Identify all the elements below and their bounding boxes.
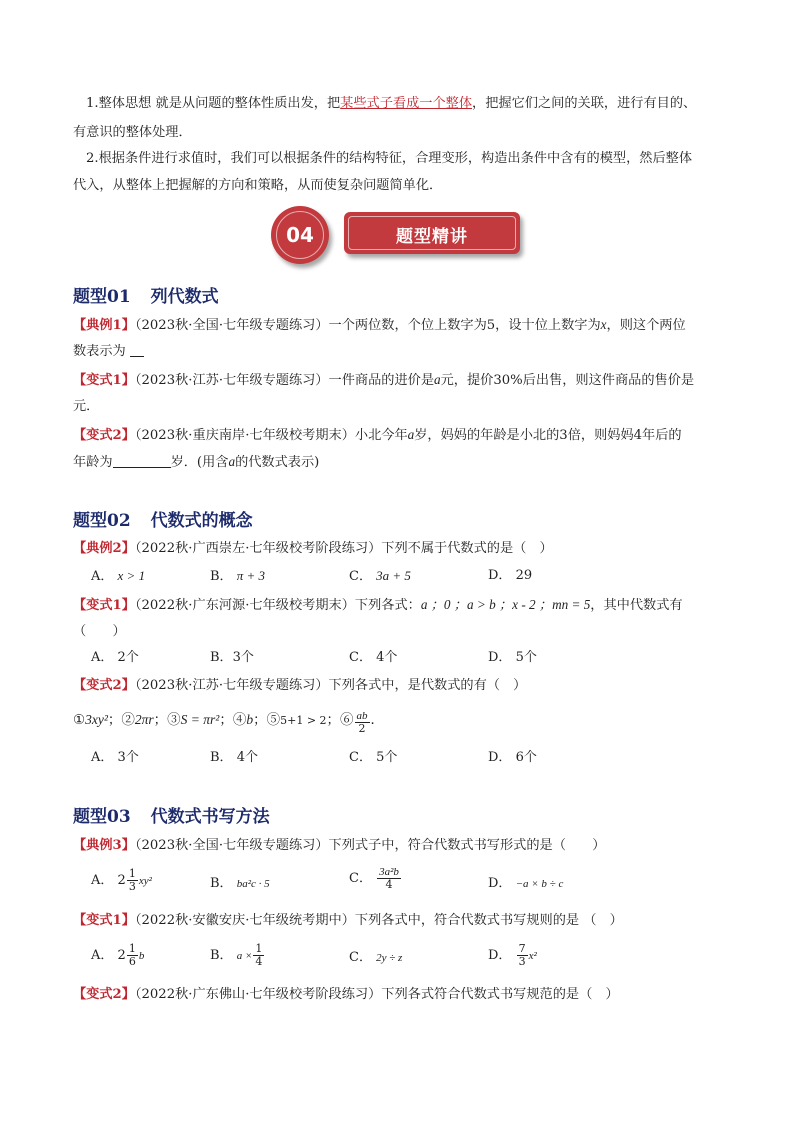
example-1-line-2: 数表示为 — [73, 342, 144, 362]
variant-3-1-text: 【变式1】（2022秋·安徽安庆·七年级统考期中）下列各式中，符合代数式书写规则的是 （ ） — [73, 913, 623, 928]
variant-2-1-option-c: C． 4个 — [349, 650, 398, 665]
variant-1-line-2: 元． — [73, 399, 100, 414]
example-2-option-b: B． π + 3 — [210, 568, 265, 584]
variant-2-1-option-d: D． 5个 — [488, 650, 537, 665]
variant-2-line-2: 年龄为 岁．(用含a的代数式表示) — [73, 454, 320, 470]
variant-2-2-option-b: B． 4个 — [210, 750, 258, 765]
intro-line-2: 有意识的整体处理． — [73, 125, 192, 140]
example-2-text: 【典例2】（2022秋·广西崇左·七年级校考阶段练习）下列不属于代数式的是（ ） — [73, 541, 553, 556]
example-2-option-c: C． 3a + 5 — [349, 568, 411, 584]
variant-2-1-option-b: B．3个 — [210, 650, 254, 665]
variant-2-2-option-c: C． 5个 — [349, 750, 398, 765]
example-3-text: 【典例3】（2023秋·全国·七年级专题练习）下列式子中，符合代数式书写形式的是（ ） — [73, 838, 606, 853]
example-2-option-d: D． 29 — [488, 568, 533, 583]
answer-blank — [113, 453, 171, 468]
section-banner — [344, 212, 520, 254]
intro-line-3: 2.根据条件进行求值时，我们可以根据条件的结构特征，合理变形，构造出条件中含有的模型，然后整体 — [86, 151, 693, 166]
variant-2-line-1: 【变式2】（2023秋·重庆南岸·七年级校考期末）小北今年a岁，妈妈的年龄是小北的3倍，则妈妈4年后的 — [73, 427, 682, 443]
variant-2-2-expression-list: ①3xy²；②2πr；③S = πr²；④b；⑤5+1 > 2；⑥ $\frac{ab}{2}$ ． — [73, 710, 385, 735]
section-heading-01: 题型01 列代数式 — [73, 287, 219, 307]
answer-blank — [130, 342, 144, 357]
variant-2-1-option-a: A． 2个 — [91, 650, 139, 665]
variant-3-2-text: 【变式2】（2022秋·广东佛山·七年级校考阶段练习）下列各式符合代数式书写规范的是（ ） — [73, 987, 619, 1002]
banner-number: 04 — [286, 223, 314, 247]
example-3-option-c: C． $\frac{\text{3a²b}}{4}$ — [349, 866, 399, 891]
variant-1-line-1: 【变式1】（2023秋·江苏·七年级专题练习）一件商品的进价是a元，提价30%后出售，则这件商品的售价是 — [73, 372, 695, 388]
variant-3-1-option-a: A． 2 $\frac{1}{6}$ b — [91, 942, 145, 968]
variant-2-1-text: 【变式1】（2022秋·广东河源·七年级校考期末）下列各式：a ；0 ；a > b ；x - 2 ；mn = 5，其中代数式有 — [73, 597, 683, 613]
example-1-line-1: 【典例1】（2023秋·全国·七年级专题练习）一个两位数，个位上数字为5，设十位上数字为x，则这个两位 — [73, 317, 686, 333]
variant-3-1-option-b: B． a × $\frac{1}{4}$ — [210, 942, 263, 968]
banner-title: 题型精讲 — [396, 227, 468, 247]
section-heading-03: 题型03 代数式书写方法 — [73, 807, 270, 827]
variant-3-1-option-d: D． $\frac{7}{3}$ x² — [488, 942, 537, 968]
intro-line-1: 1.整体思想 就是从问题的整体性质出发，把某些式子看成一个整体，把握它们之间的关联，进行有目的、 — [86, 96, 697, 111]
example-2-option-a: A． x > 1 — [91, 568, 146, 584]
intro-line-4: 代入，从整体上把握解的方向和策略，从而使复杂问题简单化． — [73, 178, 443, 193]
variant-2-1-line-2: （ ） — [73, 624, 126, 639]
example-3-option-b: B． ba²c · 5 — [210, 876, 270, 891]
variant-2-2-text: 【变式2】（2023秋·江苏·七年级专题练习）下列各式中，是代数式的有（ ） — [73, 678, 527, 693]
example-3-option-d: D． −a × b ÷ c — [488, 876, 564, 891]
variant-2-2-option-d: D． 6个 — [488, 750, 537, 765]
section-heading-02: 题型02 代数式的概念 — [73, 511, 253, 531]
highlight-phrase: 某些式子看成一个整体 — [340, 96, 473, 111]
variant-2-2-option-a: A． 3个 — [91, 750, 139, 765]
variant-3-1-option-c: C． 2y ÷ z — [349, 950, 403, 965]
banner-number-badge — [271, 206, 329, 264]
example-3-option-a: A． 2 $\frac{1}{3}$ xy² — [91, 867, 152, 893]
